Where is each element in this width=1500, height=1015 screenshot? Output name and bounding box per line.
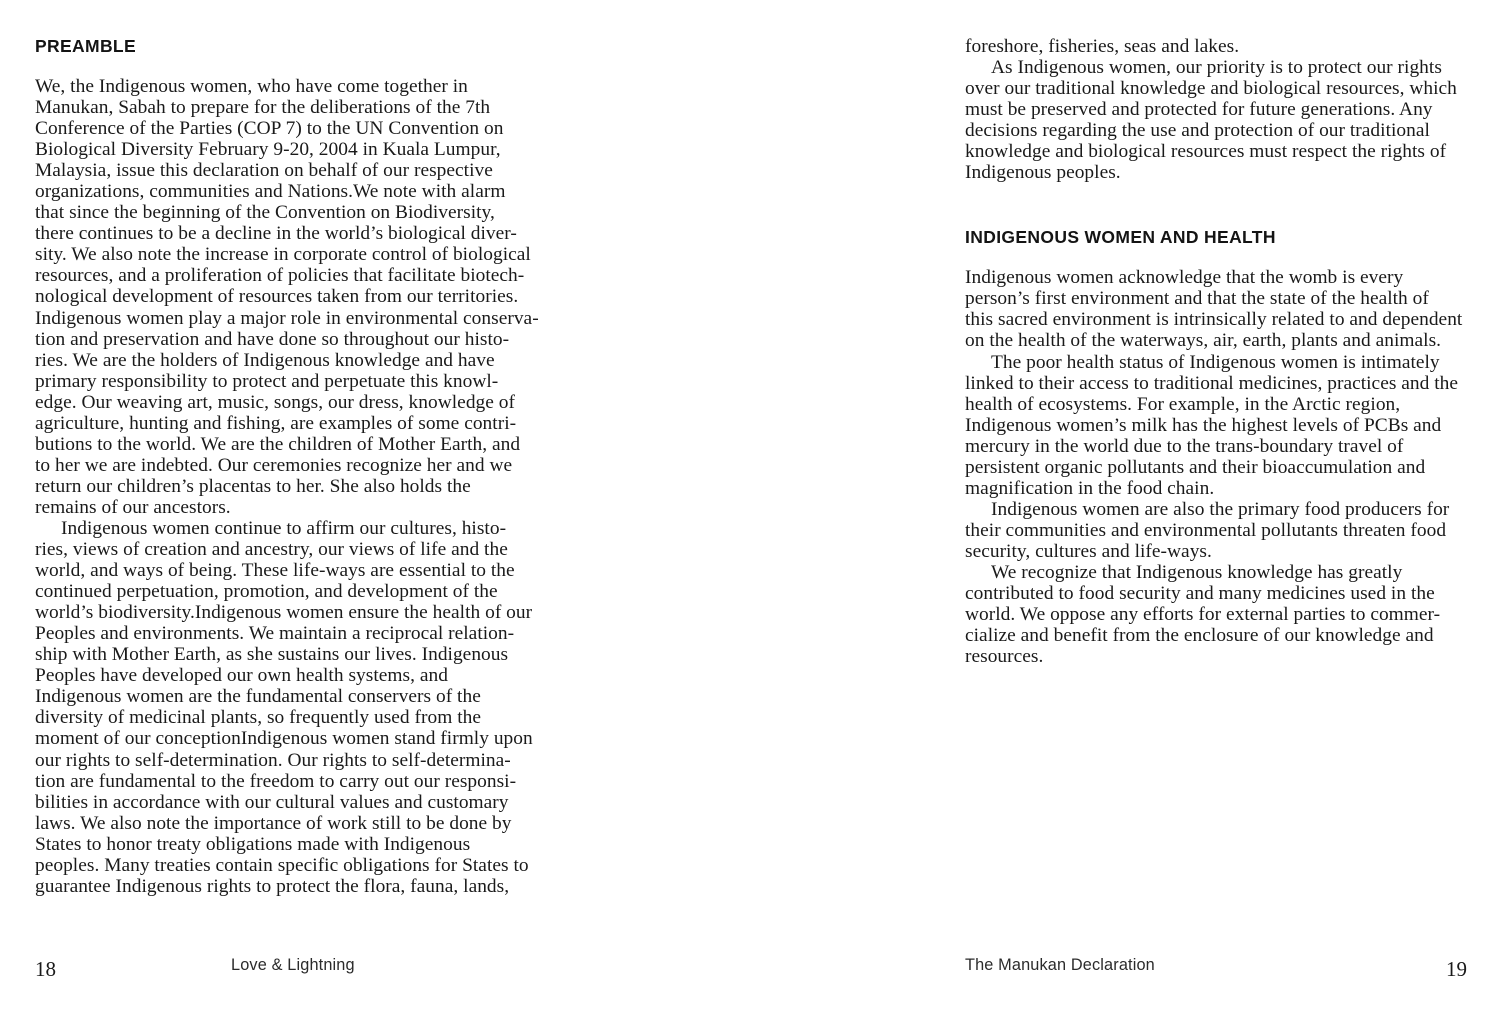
text-line: resources, and a proliferation of policies that facilitate biotech- [35, 265, 525, 287]
text-line: sity. We also note the increase in corporate control of biological [35, 244, 531, 266]
text-line: ship with Mother Earth, as she sustains our lives. Indigenous [35, 644, 509, 666]
text-line: remains of our ancestors. [35, 496, 231, 518]
text-line: foreshore, fisheries, seas and lakes. [965, 36, 1240, 57]
text-line: decisions regarding the use and protection of our traditional [965, 120, 1430, 142]
paragraph-health-1 [965, 267, 1465, 351]
text-line: world’s biodiversity.Indigenous women ensure the health of our [35, 602, 533, 624]
text-line: Indigenous women are the fundamental conservers of the [35, 686, 481, 708]
text-line: Indigenous women acknowledge that the womb is every [965, 267, 1404, 289]
text-line: Manukan, Sabah to prepare for the deliberations of the 7th [35, 97, 491, 119]
text-column-left [35, 36, 539, 897]
text-line: Peoples and environments. We maintain a reciprocal relation- [35, 623, 515, 645]
text-line: Biological Diversity February 9-20, 2004 in Kuala Lumpur, [35, 139, 501, 161]
text-line: resources. [965, 646, 1044, 668]
text-line: As Indigenous women, our priority is to protect our rights [991, 57, 1442, 79]
text-line: person’s first environment and that the state of the health of [965, 288, 1429, 310]
text-line: world. We oppose any efforts for external parties to commer- [965, 604, 1441, 626]
section-heading-indigenous-women-and-health: INDIGENOUS WOMEN AND HEALTH [965, 227, 1276, 248]
text-line: this sacred environment is intrinsically related to and dependent [965, 309, 1463, 331]
text-line: peoples. Many treaties contain specific obligations for States to [35, 854, 529, 876]
text-line: primary responsibility to protect and perpetuate this knowl- [35, 370, 499, 392]
text-line: organizations, communities and Nations.We note with alarm [35, 181, 506, 203]
text-line: mercury in the world due to the trans-boundary travel of [965, 435, 1404, 457]
paragraph-preamble-1 [35, 76, 539, 518]
text-line: magnification in the food chain. [965, 477, 1215, 499]
section-heading-preamble: PREAMBLE [35, 36, 136, 56]
text-line: our rights to self-determination. Our rights to self-determina- [35, 749, 511, 771]
text-line: ries, views of creation and ancestry, our views of life and the [35, 539, 508, 561]
text-line: contributed to food security and many medicines used in the [965, 583, 1435, 605]
text-line: Peoples have developed our own health systems, and [35, 665, 448, 687]
text-line: continued perpetuation, promotion, and development of the [35, 581, 498, 603]
text-line: ries. We are the holders of Indigenous knowledge and have [35, 349, 495, 371]
text-line: persistent organic pollutants and their bioaccumulation and [965, 456, 1426, 478]
text-line: to her we are indebted. Our ceremonies recognize her and we [35, 454, 513, 476]
text-line: Indigenous women’s milk has the highest levels of PCBs and [965, 414, 1442, 436]
text-line: We, the Indigenous women, who have come together in [35, 76, 468, 97]
text-line: cialize and benefit from the enclosure of our knowledge and [965, 625, 1434, 647]
text-line: laws. We also note the importance of work still to be done by [35, 812, 512, 834]
text-line: security, cultures and life-ways. [965, 540, 1212, 562]
text-line: bilities in accordance with our cultural values and customary [35, 791, 509, 813]
text-line: Malaysia, issue this declaration on behalf of our respective [35, 160, 493, 182]
paragraph-health-4 [965, 562, 1465, 667]
page-number-right: 19 [1446, 957, 1467, 981]
footer-right [750, 925, 1500, 1015]
text-line: must be preserved and protected for future generations. Any [965, 99, 1433, 121]
page-number-left: 18 [35, 957, 56, 981]
text-line: there continues to be a decline in the world’s biological diver- [35, 223, 517, 245]
text-line: edge. Our weaving art, music, songs, our dress, knowledge of [35, 391, 515, 413]
paragraph-continued-2 [965, 57, 1465, 183]
text-line: their communities and environmental pollutants threaten food [965, 519, 1447, 541]
paragraph-preamble-2 [35, 518, 535, 897]
footer-left [0, 925, 750, 1015]
page-right [750, 0, 1500, 1015]
text-line: that since the beginning of the Convention on Biodiversity, [35, 202, 495, 224]
text-line: diversity of medicinal plants, so frequently used from the [35, 707, 482, 729]
text-line: Indigenous women continue to affirm our cultures, histo- [61, 517, 507, 539]
text-line: knowledge and biological resources must respect the rights of [965, 141, 1447, 163]
text-line: return our children’s placentas to her. She also holds the [35, 475, 471, 497]
text-line: on the health of the waterways, air, earth, plants and animals. [965, 330, 1442, 352]
text-line: Indigenous women play a major role in environmental conserva- [35, 307, 539, 329]
text-line: butions to the world. We are the children of Mother Earth, and [35, 433, 521, 455]
text-line: The poor health status of Indigenous women is intimately [991, 351, 1440, 373]
text-line: moment of our conceptionIndigenous women stand firmly upon [35, 728, 533, 750]
text-line: guarantee Indigenous rights to protect the flora, fauna, lands, [35, 875, 510, 897]
paragraph-health-2 [965, 352, 1465, 499]
text-line: over our traditional knowledge and biological resources, which [965, 78, 1457, 100]
running-head-right: The Manukan Declaration [965, 956, 1155, 974]
text-line: nological development of resources taken from our territories. [35, 286, 519, 308]
paragraph-health-3 [965, 499, 1465, 562]
text-column-right [965, 36, 1465, 667]
text-line: world, and ways of being. These life-ways are essential to the [35, 560, 515, 582]
text-line: States to honor treaty obligations made with Indigenous [35, 833, 471, 855]
paragraph-continued-1 [965, 36, 1465, 57]
text-line: tion and preservation and have done so throughout our histo- [35, 328, 510, 350]
text-line: We recognize that Indigenous knowledge has greatly [991, 561, 1403, 583]
text-line: Conference of the Parties (COP 7) to the UN Convention on [35, 118, 504, 140]
text-line: tion are fundamental to the freedom to carry out our responsi- [35, 770, 517, 792]
text-line: Indigenous peoples. [965, 162, 1121, 184]
text-line: health of ecosystems. For example, in the Arctic region, [965, 393, 1401, 415]
text-line: agriculture, hunting and fishing, are examples of some contri- [35, 412, 517, 434]
text-line: Indigenous women are also the primary food producers for [991, 498, 1450, 520]
text-line: linked to their access to traditional medicines, practices and the [965, 372, 1459, 394]
running-head-left: Love & Lightning [231, 956, 355, 974]
